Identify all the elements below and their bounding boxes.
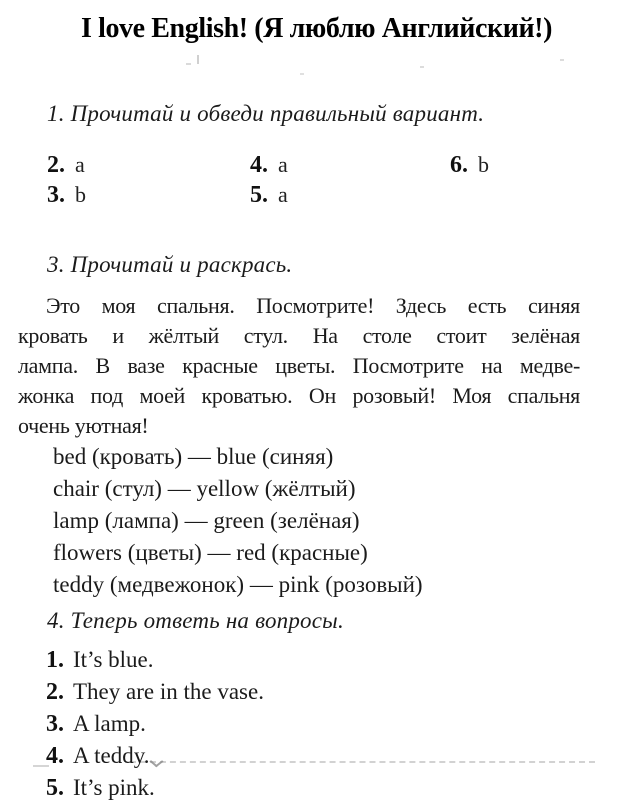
- task4-answers: [46, 644, 601, 804]
- task4-answer-4: [46, 740, 601, 772]
- task3-color-pairs: [53, 441, 601, 601]
- answer-text: It’s blue.: [73, 647, 154, 672]
- answer-number: 4.: [250, 152, 268, 178]
- answer-letter: a: [278, 152, 288, 177]
- answer-number: 3.: [47, 182, 65, 208]
- task3-story-paragraph: [18, 291, 580, 441]
- task1-answer-5: [250, 180, 450, 210]
- answer-letter: a: [278, 182, 288, 207]
- task4-answer-2: [46, 676, 601, 708]
- paragraph-line: очень уютная!: [18, 413, 149, 438]
- answer-number: 4.: [46, 743, 64, 769]
- answer-number: 2.: [47, 152, 65, 178]
- color-pair-flowers: flowers (цветы) — red (красные): [53, 540, 368, 565]
- paragraph-line: Это моя спальня. Посмотрите! Здесь есть синяя: [46, 293, 580, 318]
- task1-answer-3: [47, 180, 250, 210]
- answer-letter: a: [75, 152, 85, 177]
- answer-text: They are in the vase.: [73, 679, 264, 704]
- scan-artifact: [560, 59, 564, 61]
- task1-answer-empty: [450, 180, 611, 210]
- task1-answer-6: [450, 150, 611, 180]
- paragraph-line: кровать и жёлтый стул. На столе стоит зелёная: [18, 323, 580, 348]
- scan-artifact: [300, 73, 304, 75]
- answer-number: 5.: [46, 775, 64, 801]
- answer-letter: b: [75, 182, 86, 207]
- task1-answer-2: [47, 150, 250, 180]
- scan-artifact: [197, 55, 199, 64]
- answer-text: A lamp.: [73, 711, 146, 736]
- answer-number: 2.: [46, 679, 64, 705]
- page-title: I love English! (Я люблю Английский!): [80, 13, 553, 44]
- answer-number: 3.: [46, 711, 64, 737]
- scan-artifact: [420, 66, 424, 68]
- task4-answer-1: [46, 644, 601, 676]
- task1-heading: 1. Прочитай и обведи правильный вариант.: [47, 101, 485, 126]
- paragraph-line: жонка под моей кроватью. Он розовый! Моя спальня: [18, 383, 580, 408]
- task3-heading: 3. Прочитай и раскрась.: [47, 252, 293, 277]
- answer-number: 5.: [250, 182, 268, 208]
- scan-artifact: [186, 63, 191, 65]
- color-pair-teddy: teddy (медвежонок) — pink (розовый): [53, 572, 423, 597]
- answer-text: A teddy.: [73, 743, 150, 768]
- answer-text: It’s pink.: [73, 775, 155, 800]
- answer-letter: b: [478, 152, 489, 177]
- task1-answer-4: [250, 150, 450, 180]
- paragraph-line: лампа. В вазе красные цветы. Посмотрите на медве-: [18, 353, 580, 378]
- task4-answer-3: [46, 708, 601, 740]
- color-pair-lamp: lamp (лампа) — green (зелёная): [53, 508, 360, 533]
- task4-answer-5: [46, 772, 601, 804]
- answer-number: 6.: [450, 152, 468, 178]
- answer-number: 1.: [46, 647, 64, 673]
- color-pair-bed: bed (кровать) — blue (синяя): [53, 444, 334, 469]
- task4-heading: 4. Теперь ответь на вопросы.: [47, 608, 344, 633]
- task1-answers: [47, 150, 611, 210]
- color-pair-chair: chair (стул) — yellow (жёлтый): [53, 476, 356, 501]
